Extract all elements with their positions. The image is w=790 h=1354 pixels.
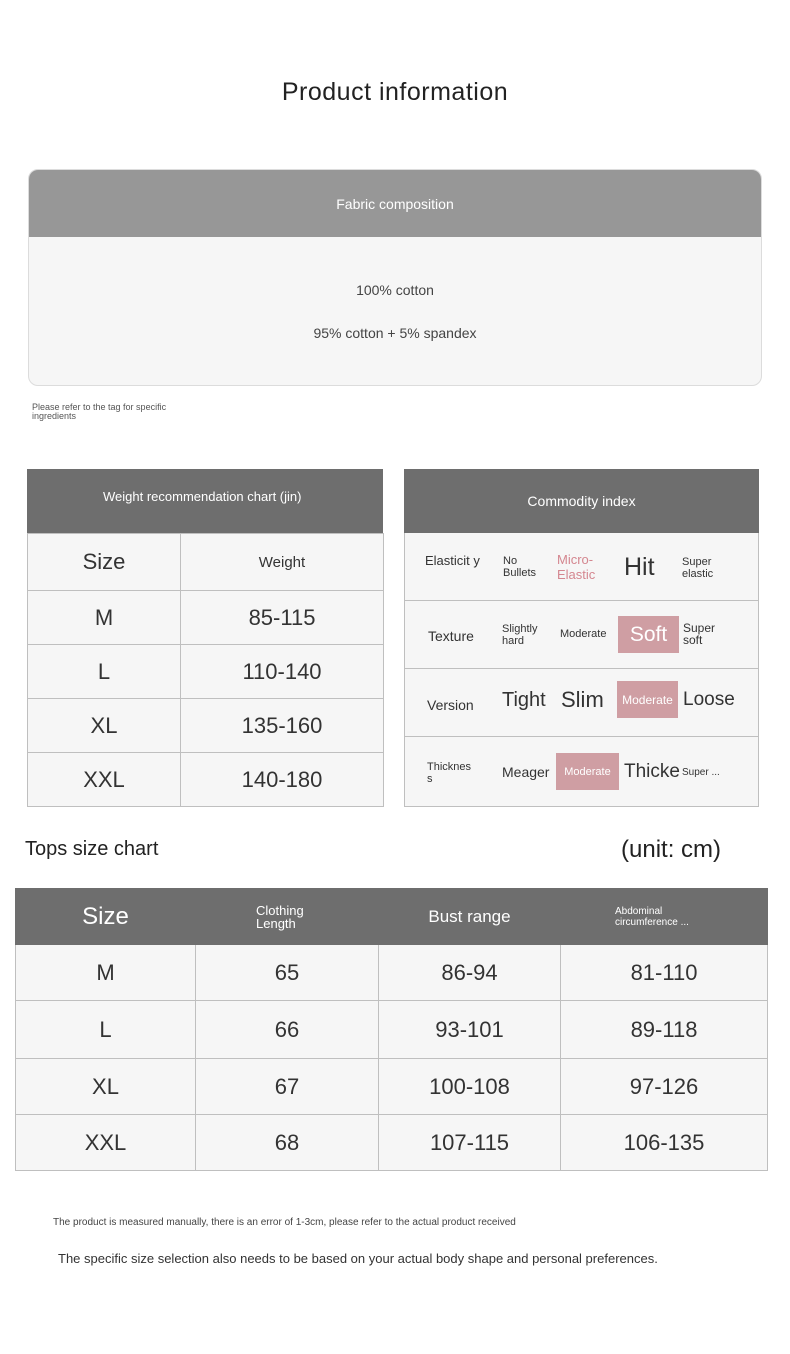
size-cell: XXL: [28, 753, 181, 807]
index-option-selected: Micro-Elastic: [557, 552, 596, 582]
index-label: Texture: [428, 628, 474, 644]
index-row-texture: [405, 601, 758, 669]
table-cell: 67: [196, 1059, 379, 1115]
index-option: Thicke: [624, 761, 680, 782]
index-option: Meager: [502, 764, 550, 780]
col-header-size: Size: [16, 889, 196, 945]
index-option: Moderate: [560, 628, 607, 640]
page-title: Product information: [281, 78, 509, 106]
table-cell: 68: [196, 1115, 379, 1171]
table-cell: 106-135: [561, 1115, 768, 1171]
fabric-note: Please refer to the tag for specific ingredients: [32, 402, 167, 421]
table-cell: XXL: [16, 1115, 196, 1171]
table-row: [28, 591, 384, 645]
weight-chart: [27, 469, 383, 807]
index-row-thickness: [405, 737, 758, 806]
col-header-abdominal-text: Abdominal circumference ...: [615, 905, 689, 928]
index-option-selected: Soft: [618, 616, 679, 653]
fabric-line-2: 95% cotton + 5% spandex: [313, 325, 477, 341]
table-row: [16, 945, 768, 1001]
index-option: No Bullets: [503, 555, 537, 579]
commodity-index-header: Commodity index: [404, 469, 759, 533]
table-cell: 66: [196, 1001, 379, 1059]
fabric-composition-box: [28, 169, 762, 386]
table-cell: 93-101: [379, 1001, 561, 1059]
table-row: [28, 645, 384, 699]
index-option: Tight: [502, 689, 546, 711]
index-option: Slim: [561, 687, 604, 712]
table-cell: 100-108: [379, 1059, 561, 1115]
table-row: [16, 1059, 768, 1115]
table-cell: 89-118: [561, 1001, 768, 1059]
index-option: Super ...: [682, 767, 720, 778]
index-row-version: [405, 669, 758, 737]
index-option-selected: Moderate: [617, 681, 678, 718]
table-cell: 81-110: [561, 945, 768, 1001]
tops-chart-title: Tops size chart: [25, 838, 159, 860]
tops-size-chart: [15, 888, 767, 1171]
weight-cell: 140-180: [181, 753, 384, 807]
measurement-note: The product is measured manually, there is an error of 1-3cm, please refer to the actual product received: [53, 1217, 516, 1228]
table-cell: L: [16, 1001, 196, 1059]
index-option: Slightly hard: [502, 623, 538, 647]
table-cell: XL: [16, 1059, 196, 1115]
table-row: [16, 1001, 768, 1059]
index-label: Version: [427, 697, 474, 713]
fabric-header: Fabric composition: [29, 170, 761, 237]
table-row: [28, 699, 384, 753]
index-option: Super soft: [683, 621, 716, 647]
weight-chart-header: [27, 469, 383, 533]
tops-chart-unit: (unit: cm): [621, 836, 722, 863]
weight-col-size: Size: [28, 534, 181, 591]
col-header-length: [196, 889, 379, 945]
index-option: Hit: [624, 553, 655, 581]
table-row: [16, 1115, 768, 1171]
index-option: Super elastic: [682, 556, 714, 580]
col-header-length-text: Clothing Length: [256, 902, 304, 931]
weight-col-weight: Weight: [181, 534, 384, 591]
index-label: Elasticit y: [425, 553, 480, 568]
size-cell: XL: [28, 699, 181, 753]
col-header-bust: Bust range: [379, 889, 561, 945]
weight-cell: 110-140: [181, 645, 384, 699]
commodity-index: [404, 469, 759, 807]
table-cell: 65: [196, 945, 379, 1001]
selection-note: The specific size selection also needs to be based on your actual body shape and personal preferences.: [58, 1251, 658, 1266]
index-row-elasticity: [405, 533, 758, 601]
index-option: Loose: [683, 689, 735, 710]
fabric-line-1: 100% cotton: [356, 282, 434, 298]
table-cell: M: [16, 945, 196, 1001]
index-option-selected: Moderate: [556, 753, 619, 790]
weight-cell: 85-115: [181, 591, 384, 645]
weight-chart-title: Weight recommendation chart (jin): [103, 489, 302, 504]
index-label: Thicknes s: [427, 761, 472, 785]
table-cell: 97-126: [561, 1059, 768, 1115]
size-cell: M: [28, 591, 181, 645]
table-header-row: [16, 889, 768, 945]
weight-cell: 135-160: [181, 699, 384, 753]
table-cell: 86-94: [379, 945, 561, 1001]
table-row: [28, 753, 384, 807]
col-header-abdominal: [561, 889, 768, 945]
size-cell: L: [28, 645, 181, 699]
table-cell: 107-115: [379, 1115, 561, 1171]
